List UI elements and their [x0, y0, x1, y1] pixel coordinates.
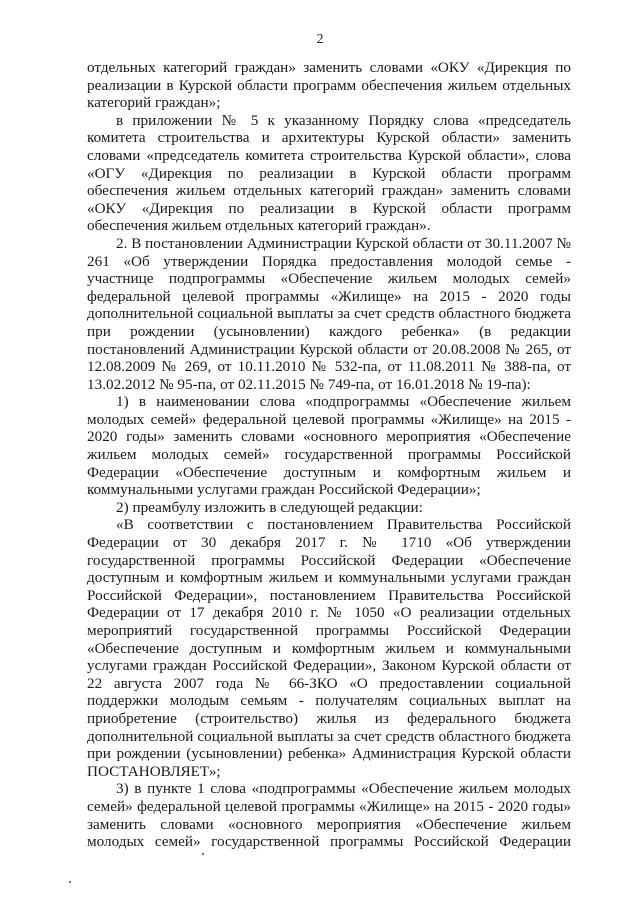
page-number: 2	[316, 32, 324, 47]
document-paragraph: 3) в пункте 1 слова «подпрограммы «Обеспечение жильем молодых семей» федеральной целевой программы «Жилище» на 2015 - 2020 годы» заменить словами «основного мероприятия «Обеспечение жильем молодых семей» государственной программы Российской Федерации	[87, 780, 571, 851]
document-paragraph: «В соответствии с постановлением Правительства Российской Федерации от 30 декабря 2017 г. № 1710 «Об утверждении государственной программы Российской Федерации «Обеспечение доступным и комфортным жильем и коммунальными услугами граждан Российской Федерации», постановлением Правительства Российской Федерации от 17 декабря 2010 г. № 1050 «О реализации отдельных мероприятий государственной программы Российской Федерации «Обеспечение доступным и комфортным жильем и коммунальными услугами граждан Российской Федерации», Законом Курской области от 22 августа 2007 года № 66-ЗКО «О предоставлении социальной поддержки молодым семьям - получателям социальных выплат на приобретение (строительство) жилья из федерального бюджета дополнительной социальной выплаты за счет средств областного бюджета при рождении (усыновлении) ребенка» Администрация Курской области ПОСТАНОВЛЯЕТ»;	[87, 516, 571, 780]
document-paragraph: 2. В постановлении Администрации Курской области от 30.11.2007 № 261 «Об утверждении Порядка предоставления молодой семье - участнице подпрограммы «Обеспечение жильем молодых семей» федеральной целевой программы «Жилище» на 2015 - 2020 годы дополнительной социальной выплаты за счет средств областного бюджета при рождении (усыновлении) каждого ребенка» (в редакции постановлений Администрации Курской области от 20.08.2008 № 265, от 12.08.2009 № 269, от 10.11.2010 № 532-па, от 11.08.2011 № 388-па, от 13.02.2012 № 95-па, от 02.11.2015 № 749-па, от 16.01.2018 № 19-па):	[87, 234, 571, 393]
scan-speck	[202, 853, 204, 855]
document-body	[87, 59, 571, 851]
document-paragraph: отдельных категорий граждан» заменить словами «ОКУ «Дирекция по реализации в Курской области программ обеспечения жильем отдельных категорий граждан»;	[87, 59, 571, 112]
scan-speck	[69, 881, 71, 883]
document-paragraph: в приложении № 5 к указанному Порядку слова «председатель комитета строительства и архитектуры Курской области» заменить словами «председатель комитета строительства Курской области», слова «ОГУ «Дирекция по реализации в Курской области программ обеспечения жильем отдельных категорий граждан» заменить словами «ОКУ «Дирекция по реализации в Курской области программ обеспечения жильем отдельных категорий граждан».	[87, 111, 571, 235]
document-paragraph: 2) преамбулу изложить в следующей редакции:	[116, 498, 423, 516]
document-paragraph: 1) в наименовании слова «подпрограммы «Обеспечение жильем молодых семей» федеральной целевой программы «Жилище» на 2015 - 2020 годы» заменить словами «основного мероприятия «Обеспечение жильем молодых семей» государственной программы Российской Федерации «Обеспечение доступным и комфортным жильем и коммунальными услугами граждан Российской Федерации»;	[87, 393, 571, 499]
